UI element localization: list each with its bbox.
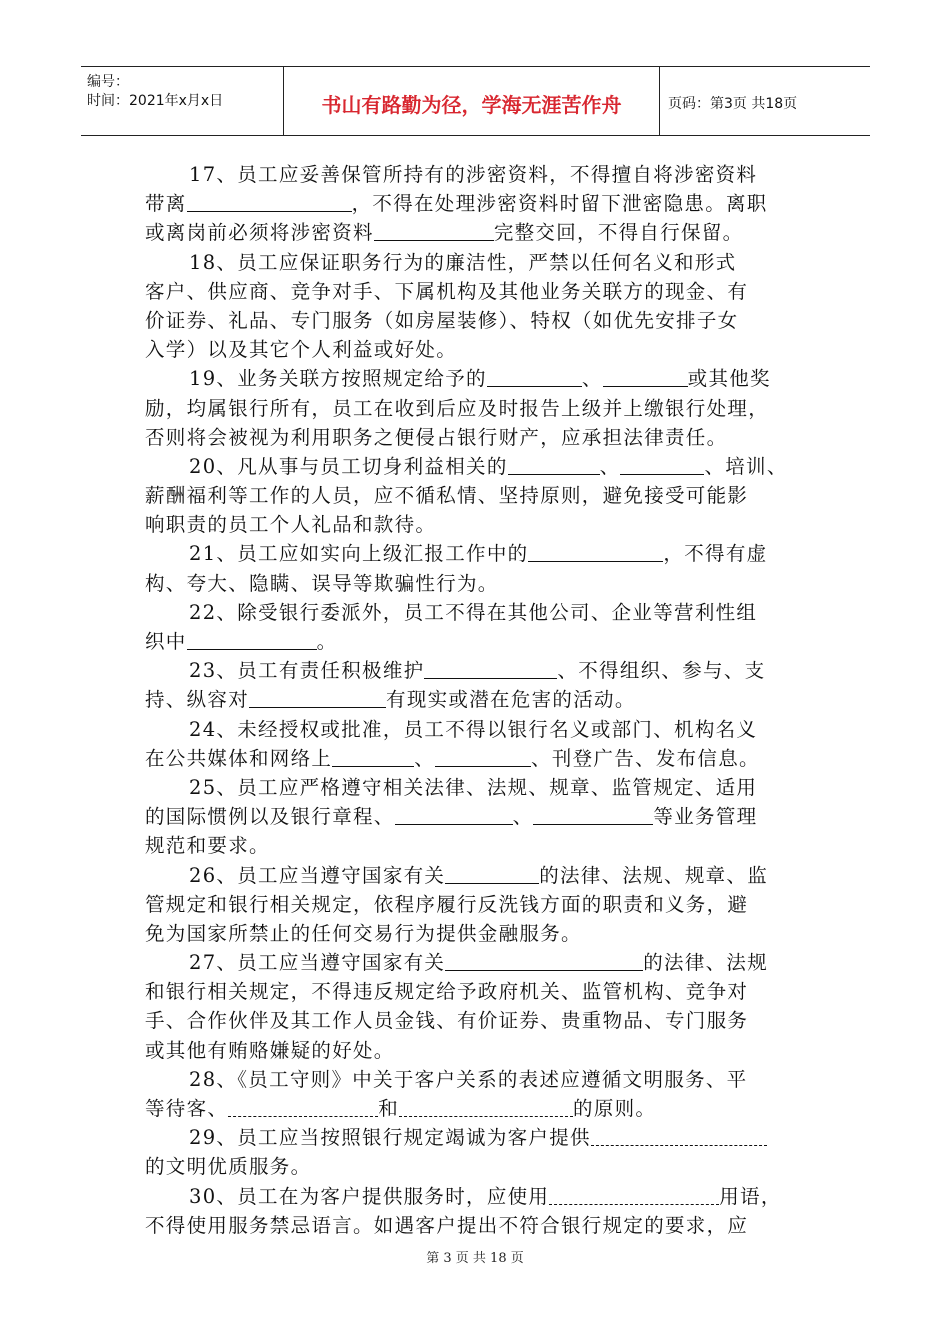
text: 、培训、 [704, 454, 788, 478]
page-header [81, 66, 870, 136]
text: 、 [512, 805, 534, 829]
paragraph-line [145, 890, 815, 919]
paragraph-line [145, 744, 815, 773]
text: 、 [599, 454, 621, 478]
text: 25、员工应严格遵守相关法律、法规、规章、监管规定、适用 [189, 775, 758, 799]
text: 22、除受银行委派外，员工不得在其他公司、企业等营利性组 [189, 600, 758, 624]
paragraph-line [145, 160, 815, 189]
text: 28、《员工守则》中关于客户关系的表述应遵循文明服务、平 [189, 1067, 748, 1091]
paragraph-line [145, 306, 815, 335]
paragraph-line [145, 394, 815, 423]
text: 价证券、礼品、专门服务（如房屋装修）、特权（如优先安排子女 [145, 308, 739, 332]
page-footer: 第 3 页 共 18 页 [426, 1251, 524, 1266]
paragraph-line [145, 948, 815, 977]
fill-blank[interactable] [374, 220, 494, 241]
paragraph-line [145, 218, 815, 247]
fill-blank[interactable] [424, 658, 557, 679]
paragraph-line [145, 919, 815, 948]
paragraph-line [145, 452, 815, 481]
text: 励，均属银行所有，员工在收到后应及时报告上级并上缴银行处理， [145, 396, 770, 420]
paragraph-line [145, 1123, 815, 1152]
text: 用语， [719, 1184, 782, 1208]
paragraph-line [145, 364, 815, 393]
paragraph-line [145, 1152, 815, 1181]
fill-blank[interactable] [533, 804, 653, 825]
fill-blank[interactable] [445, 863, 539, 884]
text: ，不得在处理涉密资料时留下泄密隐患。离职 [351, 192, 768, 216]
paragraph-line [145, 627, 815, 656]
paragraph-line [145, 481, 815, 510]
text: 的法律、法规、规章、监 [539, 863, 769, 887]
paragraph-line [145, 423, 815, 452]
paragraph-line [145, 277, 815, 306]
paragraph-line [145, 510, 815, 539]
paragraph-line [145, 977, 815, 1006]
text: 21、员工应如实向上级汇报工作中的 [189, 542, 529, 566]
paragraph-line [145, 1211, 815, 1240]
fill-blank[interactable] [508, 454, 600, 475]
fill-blank[interactable] [435, 746, 531, 767]
paragraph-line [145, 802, 815, 831]
paragraph-line [145, 1036, 815, 1065]
text: 有现实或潜在危害的活动。 [386, 688, 636, 712]
fill-blank[interactable] [332, 746, 414, 767]
doc-date-label: 时间：2021年x月x日 [87, 93, 224, 109]
text: 或其他奖 [687, 367, 771, 391]
text: 23、员工有责任积极维护 [189, 659, 425, 683]
fill-blank[interactable] [528, 541, 663, 562]
fill-blank[interactable] [591, 1125, 767, 1146]
paragraph-line [145, 539, 815, 568]
text: 的文明优质服务。 [145, 1155, 312, 1179]
text: 和 [378, 1097, 400, 1120]
text: 的国际惯例以及银行章程、 [145, 805, 395, 829]
paragraph-line [145, 861, 815, 890]
text: 、 [581, 367, 603, 391]
paragraph-line [145, 1182, 815, 1211]
fill-blank[interactable] [549, 1184, 719, 1205]
fill-blank[interactable] [228, 1096, 378, 1117]
text: 24、未经授权或批准，员工不得以银行名义或部门、机构名义 [189, 717, 758, 741]
text: 否则将会被视为利用职务之便侵占银行财产，应承担法律责任。 [145, 425, 728, 449]
text: 、刊登广告、发布信息。 [531, 746, 760, 770]
paragraph-line [145, 715, 815, 744]
text: 完整交回，不得自行保留。 [493, 221, 744, 245]
text: 免为国家所禁止的任何交易行为提供金融服务。 [145, 921, 582, 945]
text: 响职责的员工个人礼品和款待。 [145, 513, 437, 537]
document-body [145, 160, 815, 1240]
text: 的法律、法规 [643, 951, 769, 975]
paragraph-line [145, 773, 815, 802]
text: 、不得组织、参与、支 [557, 659, 766, 683]
text: 30、员工在为客户提供服务时，应使用 [189, 1184, 550, 1208]
paragraph-line [145, 335, 815, 364]
text: 带离 [145, 192, 187, 216]
fill-blank[interactable] [399, 1096, 573, 1117]
text: 17、员工应妥善保管所持有的涉密资料，不得擅自将涉密资料 [189, 163, 758, 186]
fill-blank[interactable] [620, 454, 704, 475]
text: 不得使用服务禁忌语言。如遇客户提出不符合银行规定的要求，应 [145, 1213, 749, 1237]
header-motto: 书山有路勤为径，学海无涯苦作舟 [284, 67, 660, 135]
text: 在公共媒体和网络上 [145, 746, 333, 770]
paragraph-line [145, 1065, 815, 1094]
text: 和银行相关规定，不得违反规定给予政府机关、监管机构、竞争对 [145, 980, 749, 1004]
paragraph-line [145, 598, 815, 627]
text: 持、纵容对 [145, 688, 250, 712]
text: 织中 [145, 630, 187, 653]
text: 手、合作伙伴及其工作人员金钱、有价证券、贵重物品、专门服务 [145, 1009, 749, 1033]
text: 管规定和银行相关规定，依程序履行反洗钱方面的职责和义务，避 [145, 892, 749, 916]
paragraph-line [145, 685, 815, 714]
text: 等待客、 [145, 1097, 229, 1120]
text: 构、夸大、隐瞒、误导等欺骗性行为。 [145, 571, 499, 595]
fill-blank[interactable] [395, 804, 513, 825]
text: 。 [316, 630, 338, 653]
text: 的原则。 [573, 1097, 657, 1120]
paragraph-line [145, 656, 815, 685]
fill-blank[interactable] [187, 191, 352, 212]
text: 18、员工应保证职务行为的廉洁性，严禁以任何名义和形式 [189, 250, 737, 274]
paragraph-line [145, 189, 815, 218]
text: 或其他有贿赂嫌疑的好处。 [145, 1038, 395, 1062]
text: 26、员工应当遵守国家有关 [189, 863, 446, 887]
fill-blank[interactable] [445, 950, 643, 971]
text: 入学）以及其它个人利益或好处。 [145, 338, 458, 362]
text: 、 [414, 746, 436, 770]
paragraph-line [145, 831, 815, 860]
text: 19、业务关联方按照规定给予的 [189, 367, 487, 391]
paragraph-line [145, 248, 815, 277]
fill-blank[interactable] [187, 629, 317, 650]
paragraph-line [145, 1006, 815, 1035]
header-meta [81, 67, 284, 135]
paragraph-line [145, 569, 815, 598]
text: 29、员工应当按照银行规定竭诚为客户提供 [189, 1126, 591, 1150]
text: 27、员工应当遵守国家有关 [189, 951, 446, 975]
paragraph-line [145, 1094, 815, 1123]
text: 20、凡从事与员工切身利益相关的 [189, 454, 508, 478]
text: 客户、供应商、竞争对手、下属机构及其他业务关联方的现金、有 [145, 279, 749, 303]
text: 等业务管理 [653, 805, 758, 829]
text: 薪酬福利等工作的人员，应不循私情、坚持原则，避免接受可能影 [145, 484, 749, 508]
fill-blank[interactable] [603, 366, 688, 387]
fill-blank[interactable] [249, 687, 386, 708]
header-page-info: 页码：第3页 共18页 [668, 96, 798, 112]
text: 或离岗前必须将涉密资料 [145, 221, 374, 245]
text: 规范和要求。 [145, 834, 270, 858]
text: ，不得有虚 [663, 542, 768, 566]
fill-blank[interactable] [487, 366, 582, 387]
doc-code-label: 编号： [87, 74, 129, 90]
